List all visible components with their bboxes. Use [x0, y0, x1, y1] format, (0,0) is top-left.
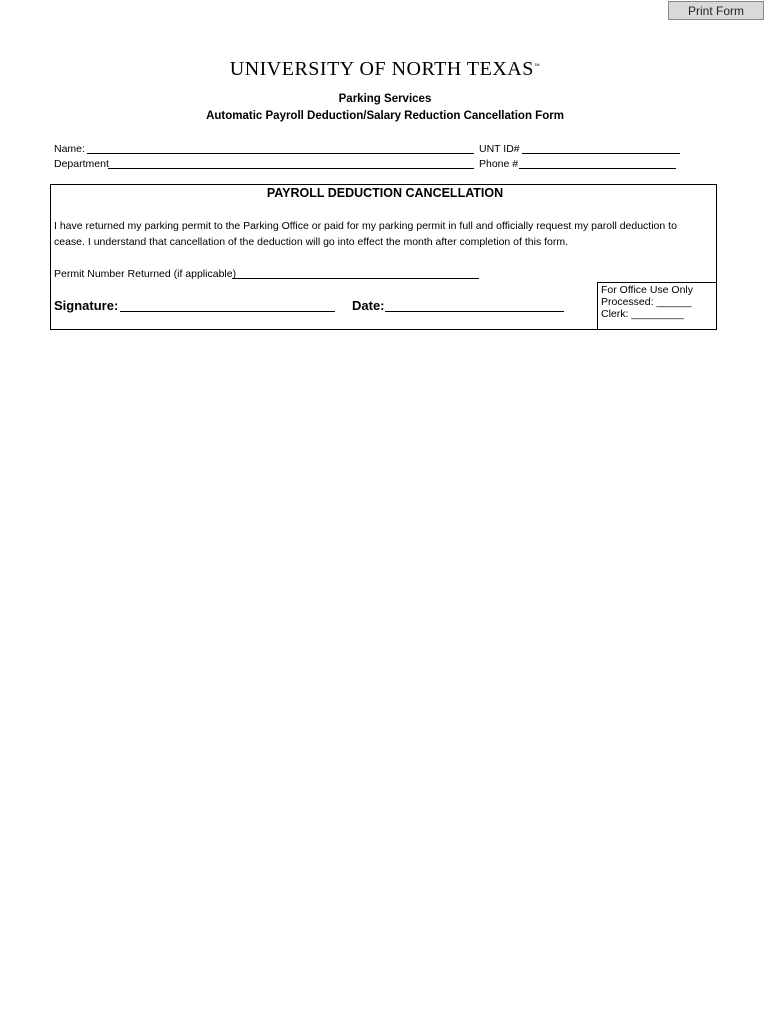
- department-label: Department: [54, 158, 109, 170]
- name-field[interactable]: [87, 153, 474, 154]
- logo-text: UNIVERSITY OF NORTH TEXAS: [229, 58, 534, 80]
- phone-field[interactable]: [519, 168, 676, 169]
- university-logo: [0, 58, 770, 81]
- office-use-heading: For Office Use Only: [601, 284, 693, 296]
- signature-field[interactable]: [120, 311, 335, 312]
- signature-label: Signature:: [54, 298, 119, 313]
- logo-trademark: ™: [533, 63, 541, 70]
- office-use-box: [597, 282, 717, 330]
- clerk-label: Clerk: _________: [601, 308, 684, 320]
- phone-label: Phone #: [479, 158, 519, 170]
- name-label: Name:: [54, 143, 85, 155]
- section-title: PAYROLL DEDUCTION CANCELLATION: [266, 186, 504, 200]
- department-heading: Parking Services: [338, 93, 432, 105]
- permit-number-field[interactable]: [232, 278, 479, 279]
- permit-number-label: Permit Number Returned (if applicable): [54, 268, 237, 280]
- print-form-button[interactable]: Print Form: [668, 1, 764, 20]
- unt-id-label: UNT ID#: [479, 143, 520, 155]
- processed-label: Processed: ______: [601, 296, 692, 308]
- statement-line-1: I have returned my parking permit to the Parking Office or paid for my parking permit in full and officially request my paroll deduction to: [54, 220, 677, 232]
- date-field[interactable]: [385, 311, 564, 312]
- date-label: Date:: [352, 298, 385, 313]
- statement-line-2: cease. I understand that cancellation of the deduction will go into effect the month after completion of this form.: [54, 236, 569, 248]
- unt-id-field[interactable]: [522, 153, 680, 154]
- form-title: Automatic Payroll Deduction/Salary Reduction Cancellation Form: [206, 110, 564, 122]
- department-field[interactable]: [108, 168, 474, 169]
